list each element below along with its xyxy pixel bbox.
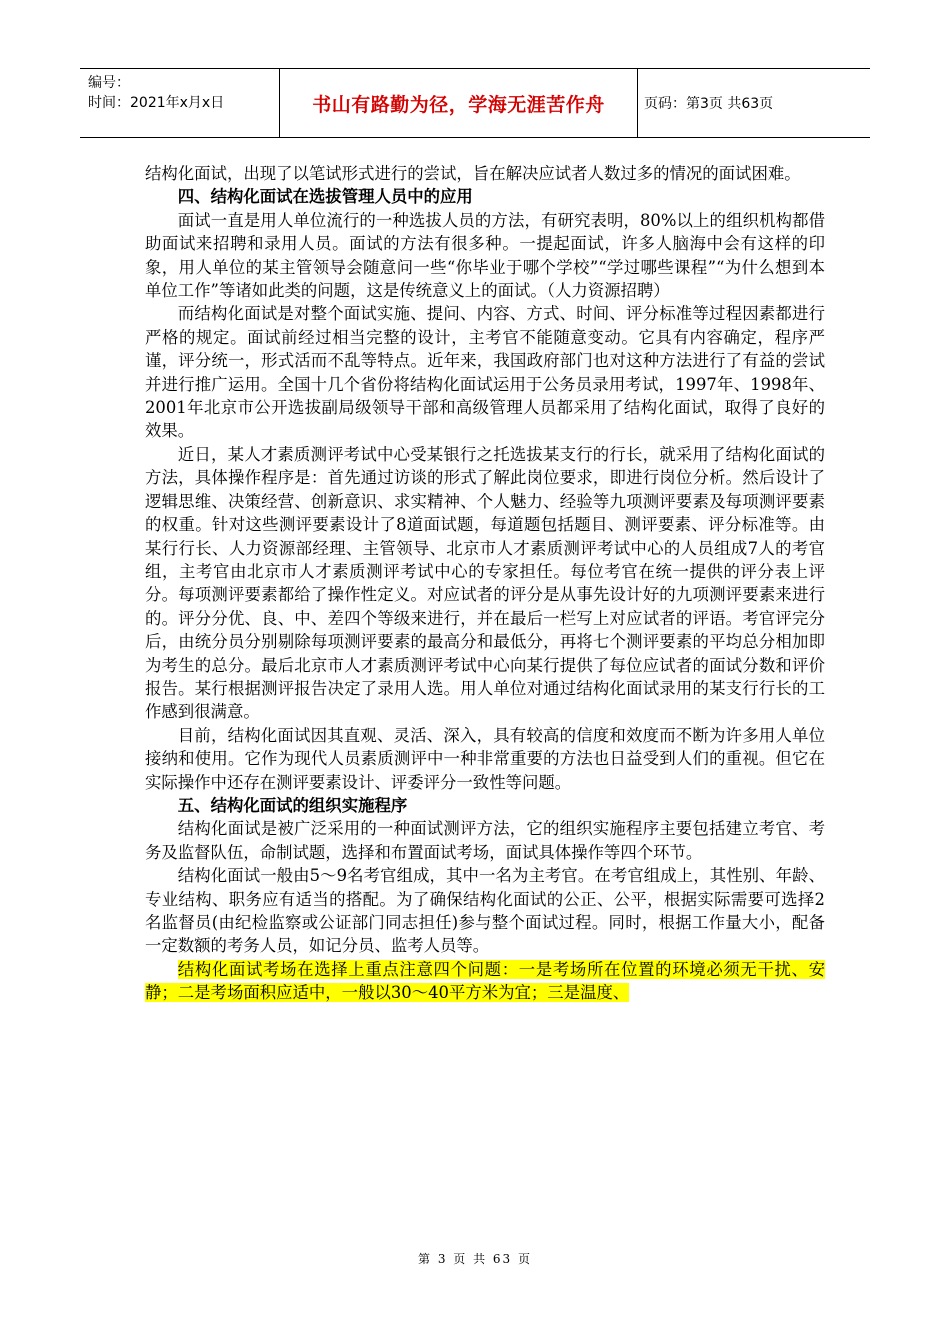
header-page-info: 页码：第3页 共63页 [644,96,774,112]
body-paragraph: 结构化面试一般由5～9名考官组成，其中一名为主考官。在考官组成上，其性别、年龄、专业结构、职务应有适当的搭配。为了确保结构化面试的公正、公平，根据实际需要可选择2名监督员(由纪检监察或公证部门同志担任)参与整个面试过程。同时，根据工作量大小，配备一定数额的考务人员，如记分员、监考人员等。 [145,866,825,956]
body-paragraph: 目前，结构化面试因其直观、灵活、深入，具有较高的信度和效度而不断为许多用人单位接纳和使用。它作为现代人员素质测评中一种非常重要的方法也日益受到人们的重视。但它在实际操作中还存在测评要素设计、评委评分一致性等问题。 [145,725,825,792]
code-label: 编号： [88,75,130,91]
page-footer: 第 3 页 共 63 页 [418,1252,532,1266]
section-heading: 四、结构化面试在选拔管理人员中的应用 [177,187,473,207]
body-paragraph: 近日，某人才素质测评考试中心受某银行之托选拔某支行的行长，就采用了结构化面试的方法，具体操作程序是：首先通过访谈的形式了解此岗位要求，即进行岗位分析。然后设计了逻辑思维、决策经营、创新意识、求实精神、个人魅力、经验等九项测评要素及每项测评要素的权重。针对这些测评要素设计了8道面试题，每道题包括题目、测评要素、评分标准等。由某行行长、人力资源部经理、主管领导、北京市人才素质测评考试中心的人员组成7人的考官组，主考官由北京市人才素质测评考试中心的专家担任。每位考官在统一提供的评分表上评分。每项测评要素都给了操作性定义。对应试者的评分是从事先设计好的九项测评要素来进行的。评分分优、良、中、差四个等级来进行，并在最后一栏写上对应试者的评语。考官评完分后，由统分员分别剔除每项测评要素的最高分和最低分，再将七个测评要素的平均总分相加即为考生的总分。最后北京市人才素质测评考试中心向某行提供了每位应试者的面试分数和评价报告。某行根据测评报告决定了录用人选。用人单位对通过结构化面试录用的某支行行长的工作感到很满意。 [145,444,825,722]
page-header [80,68,870,138]
body-text [145,162,825,1005]
time-label: 时间：2021年x月x日 [88,95,225,111]
body-paragraph: 而结构化面试是对整个面试实施、提问、内容、方式、时间、评分标准等过程因素都进行严格的规定。面试前经过相当完整的设计，主考官不能随意变动。它具有内容确定，程序严谨，评分统一，形式活而不乱等特点。近年来，我国政府部门也对这种方法进行了有益的尝试并进行推广运用。全国十几个省份将结构化面试运用于公务员录用考试，1997年、1998年、2001年北京市公开选拔副局级领导干部和高级管理人员都采用了结构化面试，取得了良好的效果。 [145,304,825,441]
header-left-cell [80,69,280,137]
body-paragraph-continued: 结构化面试，出现了以笔试形式进行的尝试，旨在解决应试者人数过多的情况的面试困难。 [145,164,801,183]
header-motto: 书山有路勤为径，学海无涯苦作舟 [280,69,638,137]
highlight-mark: 结构化面试考场在选择上重点注意四个问题：一是考场所在位置的环境必须无干扰、安静；二是考场面积应适中，一般以30～40平方米为宜；三是温度、 [145,959,825,1003]
body-paragraph: 结构化面试是被广泛采用的一种面试测评方法，它的组织实施程序主要包括建立考官、考务及监督队伍，命制试题，选择和布置面试考场，面试具体操作等四个环节。 [145,819,825,862]
section-heading: 五、结构化面试的组织实施程序 [177,795,408,815]
highlighted-paragraph [145,958,825,1005]
body-paragraph: 面试一直是用人单位流行的一种选拔人员的方法，有研究表明，80%以上的组织机构都借助面试来招聘和录用人员。面试的方法有很多种。一提起面试，许多人脑海中会有这样的印象，用人单位的某主管领导会随意问一些“你毕业于哪个学校”“学过哪些课程”“为什么想到本单位工作”等诸如此类的问题，这是传统意义上的面试。（人力资源招聘） [145,210,825,301]
